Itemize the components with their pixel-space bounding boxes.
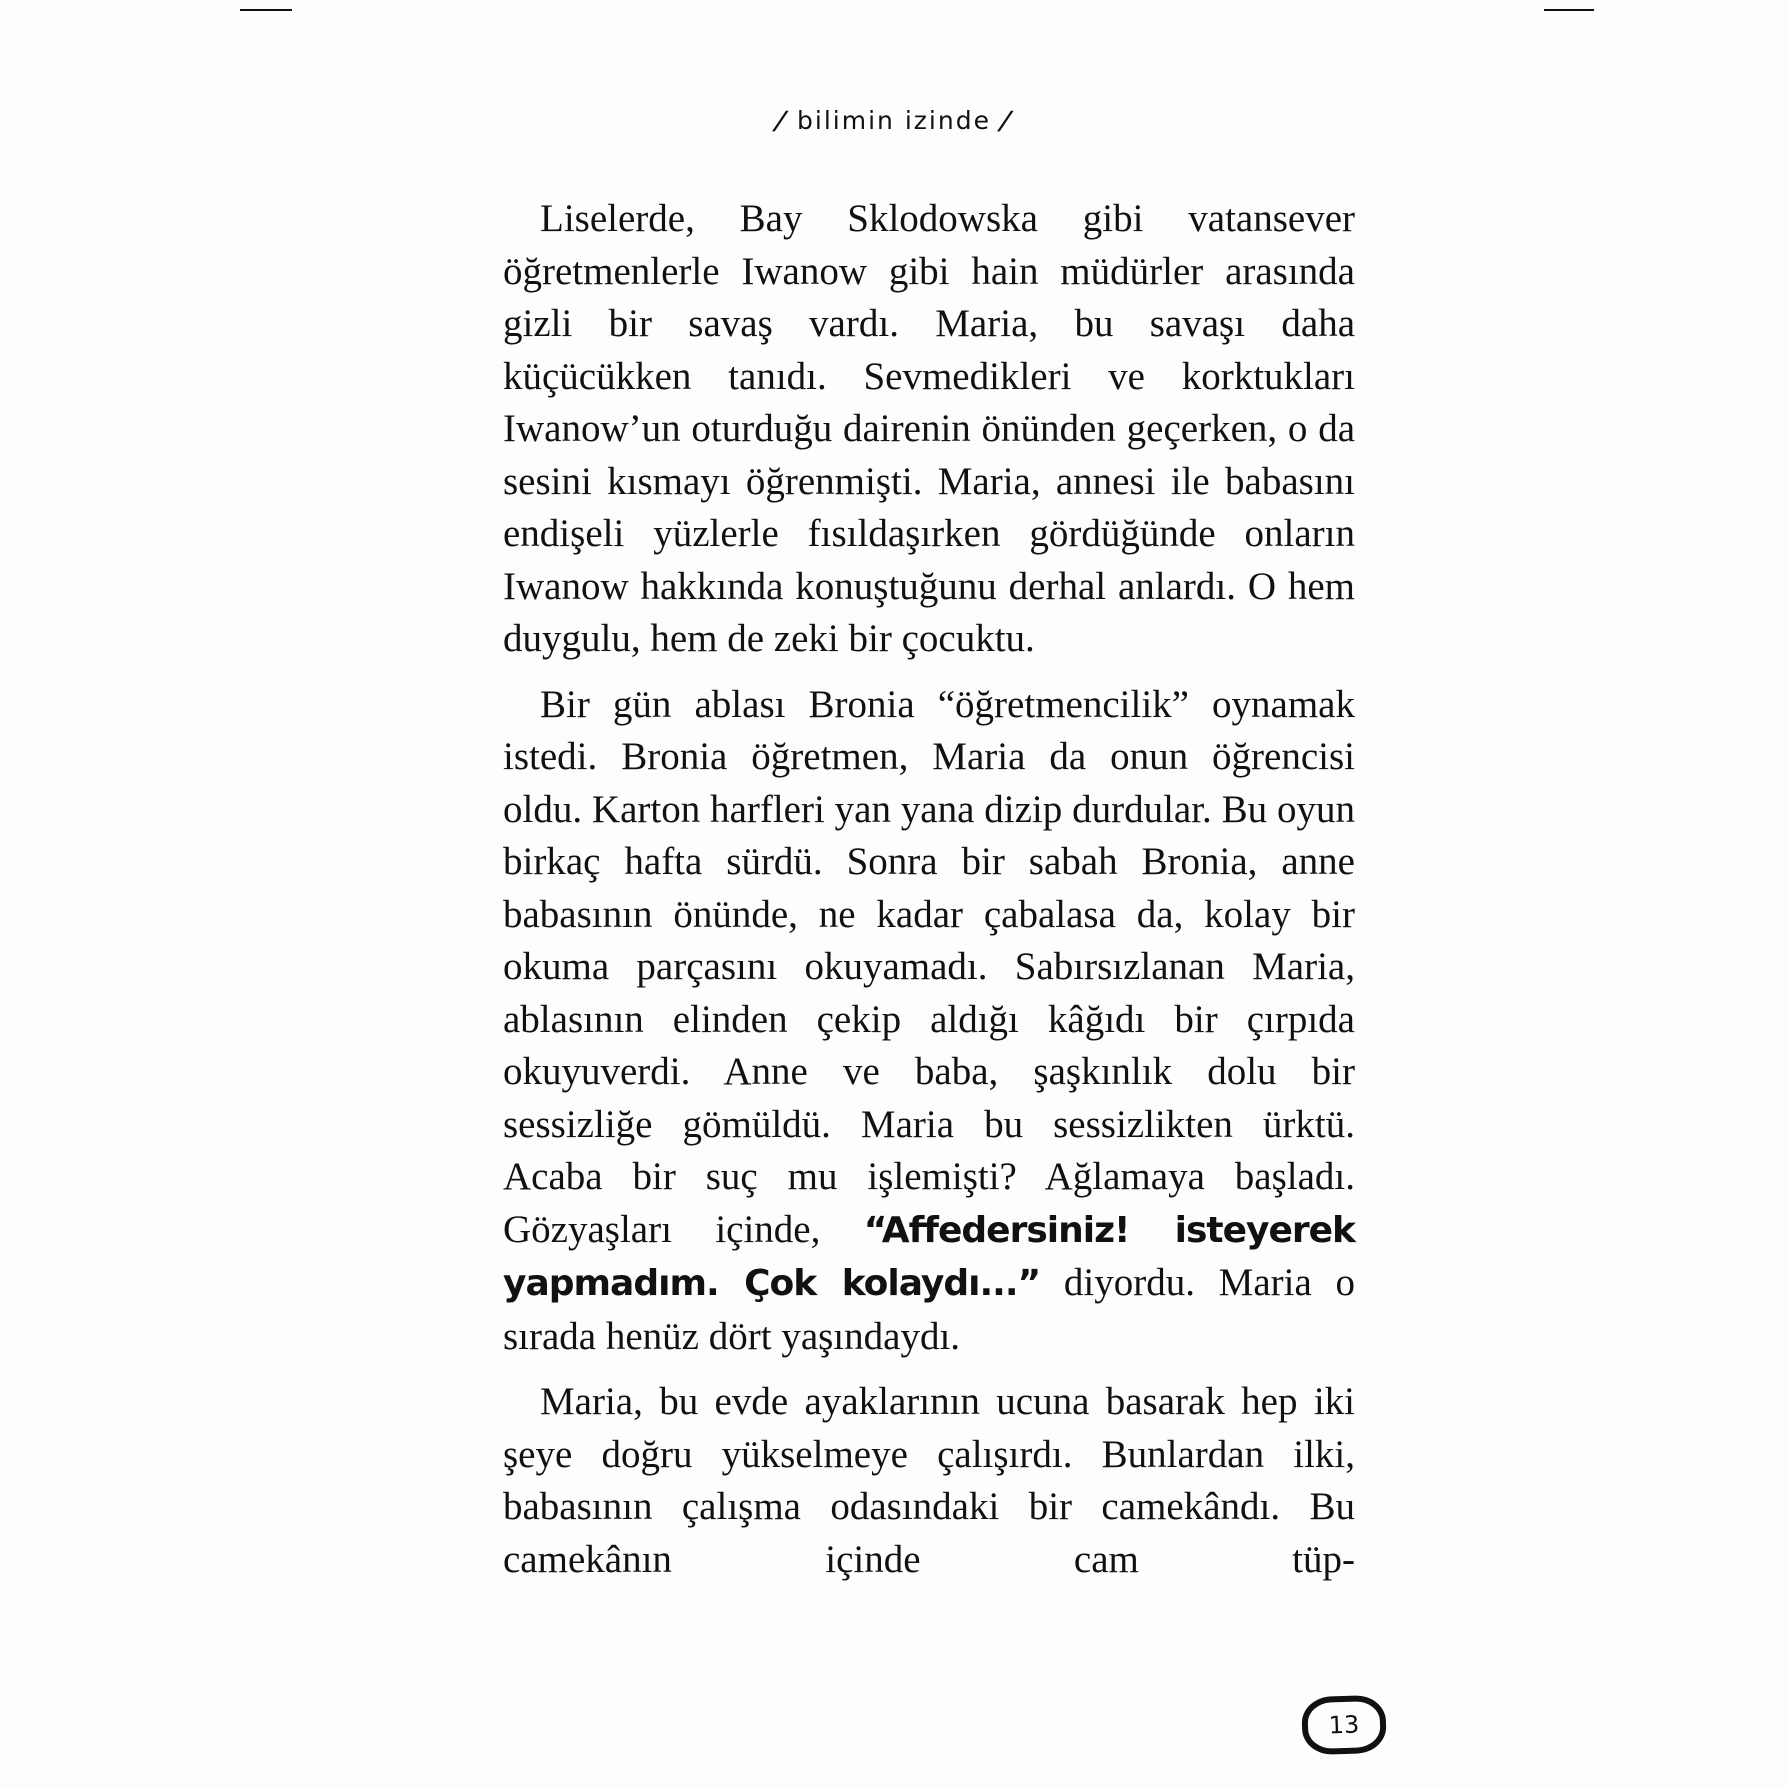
paragraph-2-text-before: Bir gün ablası Bronia “öğretmencilik” oynamak istedi. Bronia öğretmen, Maria da onun öğrencisi oldu. Karton harfleri yan yana dizip durdular. Bu oyun birkaç hafta sürdü. Sonra bir sabah Bronia, anne babasının önünde, ne kadar çabalasa da, kolay bir okuma parçasını okuyamadı. Sabırsızlanan Maria, ablasının elinden çekip aldığı kâğıdı bir çırpıda okuyuverdi. Anne ve baba, şaşkınlık dolu bir sessizliğe gömüldü. Maria bu sessizlikten ürktü. Acaba bir suç mu işlemişti? Ağlamaya başladı. Gözyaşları içinde, <box>503 682 1355 1251</box>
crop-mark-right <box>1544 9 1594 11</box>
header-title: bilimin izinde <box>797 106 991 135</box>
paragraph-2-text-after: diyordu. Maria o sırada henüz dört yaşındaydı. <box>503 1261 1355 1358</box>
header-slash-right: / <box>995 106 1018 135</box>
paragraph-1: Liselerde, Bay Sklodowska gibi vatansever öğretmenlerle Iwanow gibi hain müdürler arasında gizli bir savaş vardı. Maria, bu savaşı daha küçücükken tanıdı. Sevmedikleri ve korktukları Iwanow’un oturduğu dairenin önünden geçerken, o da sesini kısmayı öğrenmişti. Maria, annesi ile babasını endişeli yüzlerle fısıldaşırken gördüğünde onların Iwanow hakkında konuştuğunu derhal anlardı. O hem duygulu, hem de zeki bir çocuktu. <box>503 197 1355 660</box>
paragraph-3: Maria, bu evde ayaklarının ucuna basarak hep iki şeye doğru yükselmeye çalışırdı. Bunlardan ilki, babasının çalışma odasındaki bir camekândı. Bu camekânın içinde cam tüp- <box>503 1380 1355 1581</box>
page-number-badge <box>1301 1695 1387 1756</box>
header-slash-left: / <box>770 106 793 135</box>
handwritten-quote: “Affedersiniz! isteyerek yapmadım. Çok kolaydı...” <box>503 1209 1355 1304</box>
crop-mark-left <box>240 9 292 11</box>
body-text <box>503 193 1355 1599</box>
paragraph-2 <box>503 679 1355 1364</box>
page-number: 13 <box>1328 1710 1360 1740</box>
running-header <box>0 106 1788 135</box>
